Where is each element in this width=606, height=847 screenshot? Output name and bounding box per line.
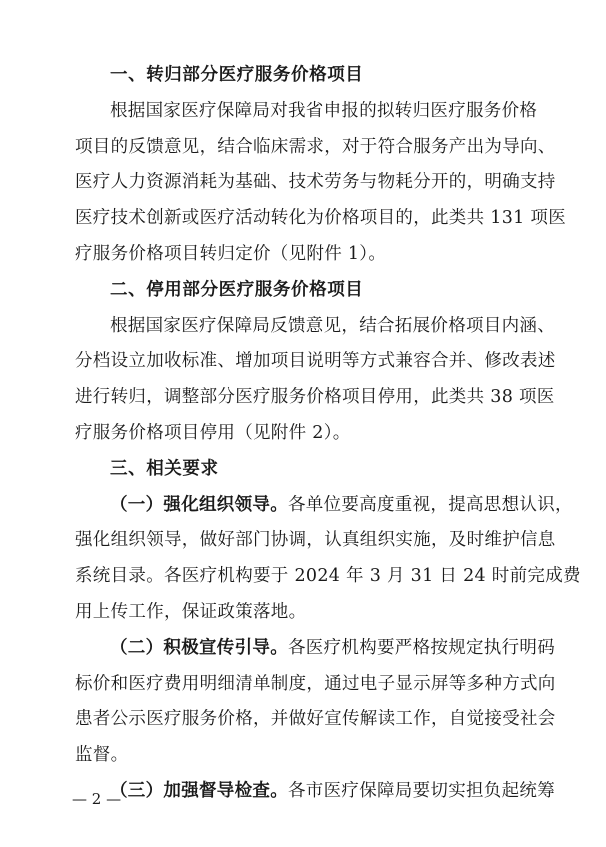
paragraph-line: 根据国家医疗保障局对我省申报的拟转归医疗服务价格 (110, 100, 538, 121)
section-heading-1: 一、转归部分医疗服务价格项目 (110, 65, 364, 85)
paragraph-line: 项目的反馈意见，结合临床需求，对于符合服务产出为导向、 (75, 136, 556, 157)
paragraph-line: 进行转归，调整部分医疗服务价格项目停用，此类共 38 项医 (75, 387, 555, 408)
paragraph-line: 分档设立加收标准、增加项目说明等方式兼容合并、修改表述 (75, 351, 556, 372)
paragraph-line: 患者公示医疗服务价格，并做好宣传解读工作，自觉接受社会 (75, 709, 556, 730)
paragraph-line: 疗服务价格项目停用（见附件 2）。 (75, 422, 351, 443)
paragraph-line (75, 488, 573, 524)
paragraph-line (75, 631, 555, 667)
paragraph-line: 监督。 (75, 745, 129, 766)
sub-heading-2: （二）积极宣传引导。 (110, 637, 288, 658)
sub-heading-3: （三）加强督导检查。 (110, 780, 288, 801)
paragraph-line: 系统目录。各医疗机构要于 2024 年 3 月 31 日 24 时前完成费 (75, 566, 581, 587)
paragraph-line: 用上传工作，保证政策落地。 (75, 601, 307, 622)
document-body (75, 58, 581, 810)
paragraph-text: 各医疗机构要严格按规定执行明码 (288, 637, 555, 658)
paragraph-text: 各市医疗保障局要切实担负起统筹 (288, 780, 555, 801)
paragraph-line: 疗服务价格项目转归定价（见附件 1）。 (75, 243, 387, 264)
paragraph-line: 强化组织领导，做好部门协调，认真组织实施，及时维护信息 (75, 530, 556, 551)
paragraph-line (75, 774, 555, 810)
section-heading-2: 二、停用部分医疗服务价格项目 (110, 279, 364, 300)
paragraph-line: 根据国家医疗保障局反馈意见，结合拓展价格项目内涵、 (110, 315, 555, 336)
paragraph-text: 各单位要高度重视，提高思想认识， (288, 494, 573, 515)
section-heading-3: 三、相关要求 (110, 458, 219, 479)
paragraph-line: 医疗技术创新或医疗活动转化为价格项目的，此类共 131 项医 (75, 208, 567, 229)
page-number: — 2 — (72, 790, 122, 808)
paragraph-line: 医疗人力资源消耗为基础、技术劳务与物耗分开的，明确支持 (75, 172, 556, 193)
sub-heading-1: （一）强化组织领导。 (110, 494, 288, 515)
paragraph-line: 标价和医疗费用明细清单制度，通过电子显示屏等多种方式向 (75, 673, 556, 694)
